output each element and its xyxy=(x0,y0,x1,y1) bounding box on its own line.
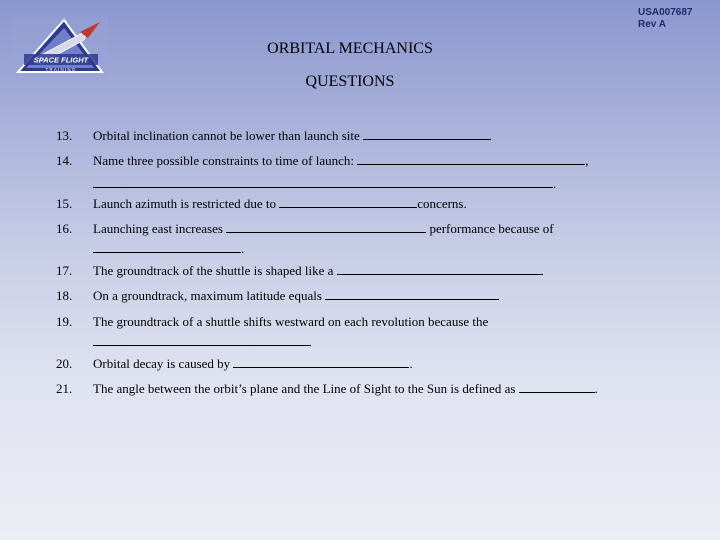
question-cont-end: . xyxy=(553,176,557,191)
question-cont-end: . xyxy=(241,241,245,256)
logo-text: SPACE FLIGHT xyxy=(33,55,89,65)
answer-blank[interactable] xyxy=(233,356,409,368)
question-text: The angle between the orbit’s plane and the Line of Sight to the Sun is defined as xyxy=(93,381,519,396)
question-number: 13. xyxy=(56,128,73,143)
answer-blank[interactable] xyxy=(357,153,585,165)
question-text: Launch azimuth is restricted due to xyxy=(93,196,280,211)
question-end: . xyxy=(409,356,413,371)
question-text: Launching east increases xyxy=(93,221,227,236)
page-subtitle: QUESTIONS xyxy=(305,73,395,90)
question-16-continuation xyxy=(93,241,244,257)
document-id xyxy=(638,7,692,31)
answer-blank[interactable] xyxy=(226,221,426,233)
question-number: 18. xyxy=(56,288,73,303)
question-text: Orbital decay is caused by xyxy=(93,356,234,371)
answer-blank[interactable] xyxy=(519,381,595,393)
question-19-continuation xyxy=(93,334,311,350)
question-text: Orbital inclination cannot be lower than launch site xyxy=(93,128,364,143)
answer-blank[interactable] xyxy=(93,176,553,188)
question-number: 17. xyxy=(56,263,73,278)
question-end: . xyxy=(594,381,598,396)
question-number: 20. xyxy=(56,356,73,371)
question-number: 21. xyxy=(56,381,73,396)
question-text: The groundtrack of a shuttle shifts westward on each revolution because the xyxy=(93,314,489,329)
question-number: 19. xyxy=(56,314,73,329)
question-after: concerns. xyxy=(417,196,467,211)
answer-blank[interactable] xyxy=(279,196,417,208)
page-title: ORBITAL MECHANICS xyxy=(267,40,433,57)
answer-blank[interactable] xyxy=(337,263,543,275)
doc-revision: Rev A xyxy=(638,19,666,30)
question-number: 14. xyxy=(56,153,73,168)
question-text: Name three possible constraints to time of launch: xyxy=(93,153,358,168)
question-end: , xyxy=(585,153,589,168)
question-after: performance because of xyxy=(426,221,554,236)
question-text: On a groundtrack, maximum latitude equals xyxy=(93,288,326,303)
logo-subtext: TRAINING xyxy=(45,67,77,72)
answer-blank[interactable] xyxy=(363,128,491,140)
question-text: The groundtrack of the shuttle is shaped like a xyxy=(93,263,337,278)
answer-blank[interactable] xyxy=(93,241,241,253)
question-14-continuation xyxy=(93,176,556,192)
question-number: 15. xyxy=(56,196,73,211)
doc-number: USA007687 xyxy=(638,7,693,18)
answer-blank[interactable] xyxy=(325,288,499,300)
question-number: 16. xyxy=(56,221,73,236)
answer-blank[interactable] xyxy=(93,334,311,346)
